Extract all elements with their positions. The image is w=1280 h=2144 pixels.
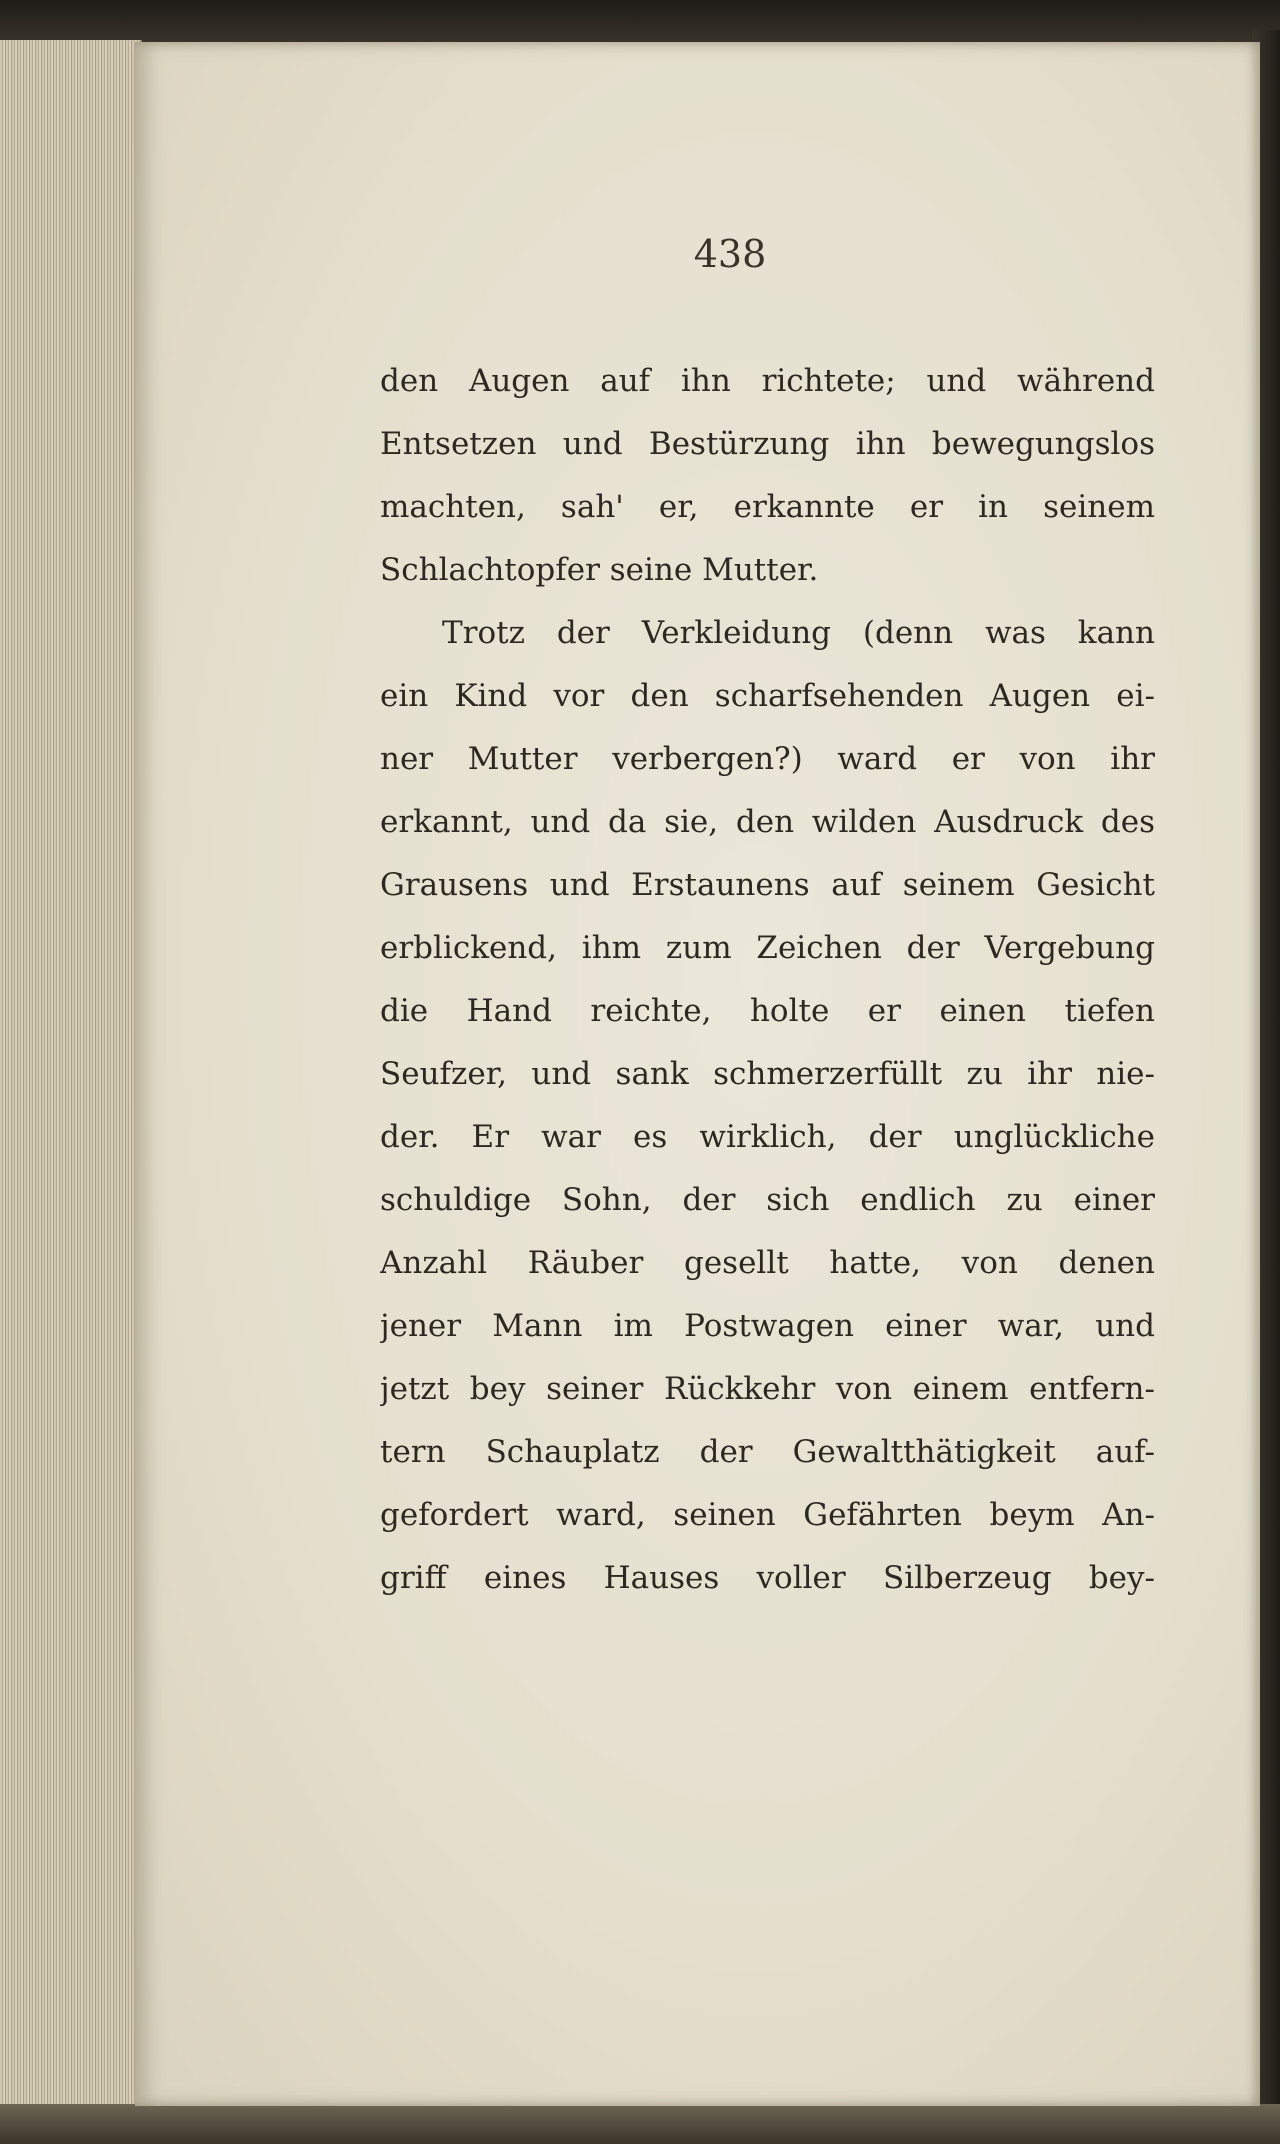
- text-line: schuldige Sohn, der sich endlich zu einer: [380, 1182, 1155, 1218]
- text-line: die Hand reichte, holte er einen tiefen: [380, 993, 1155, 1029]
- text-line: Seufzer, und sank schmerzerfüllt zu ihr nie-: [380, 1056, 1155, 1092]
- scan-background-top: [0, 0, 1280, 46]
- page-number: 438: [693, 232, 767, 276]
- text-line: machten, sah' er, erkannte er in seinem: [380, 489, 1155, 525]
- text-line: Grausens und Erstaunens auf seinem Gesicht: [380, 867, 1155, 903]
- scan-background-bottom: [0, 2104, 1280, 2144]
- text-line: Anzahl Räuber gesellt hatte, von denen: [380, 1245, 1155, 1281]
- text-line: Entsetzen und Bestürzung ihn bewegungslos: [380, 426, 1155, 462]
- page-text: [380, 350, 1155, 1610]
- page-edges: [0, 40, 142, 2144]
- text-line: ein Kind vor den scharfsehenden Augen ei-: [380, 678, 1155, 714]
- text-line: gefordert ward, seinen Gefährten beym An-: [380, 1497, 1155, 1533]
- paragraph-start-line: Trotz der Verkleidung (denn was kann: [442, 615, 1155, 651]
- text-line: tern Schauplatz der Gewaltthätigkeit auf-: [380, 1434, 1155, 1470]
- text-line: der. Er war es wirklich, der unglückliche: [380, 1119, 1155, 1155]
- text-line: den Augen auf ihn richtete; und während: [380, 363, 1155, 399]
- text-line: erkannt, und da sie, den wilden Ausdruck des: [380, 804, 1155, 840]
- text-line: jetzt bey seiner Rückkehr von einem entfern-: [380, 1371, 1155, 1407]
- text-line: ner Mutter verbergen?) ward er von ihr: [380, 741, 1155, 777]
- text-line: Schlachtopfer seine Mutter.: [380, 552, 819, 588]
- text-line: griff eines Hauses voller Silberzeug bey-: [380, 1560, 1155, 1596]
- text-line: erblickend, ihm zum Zeichen der Vergebung: [380, 930, 1155, 966]
- text-line: jener Mann im Postwagen einer war, und: [380, 1308, 1155, 1344]
